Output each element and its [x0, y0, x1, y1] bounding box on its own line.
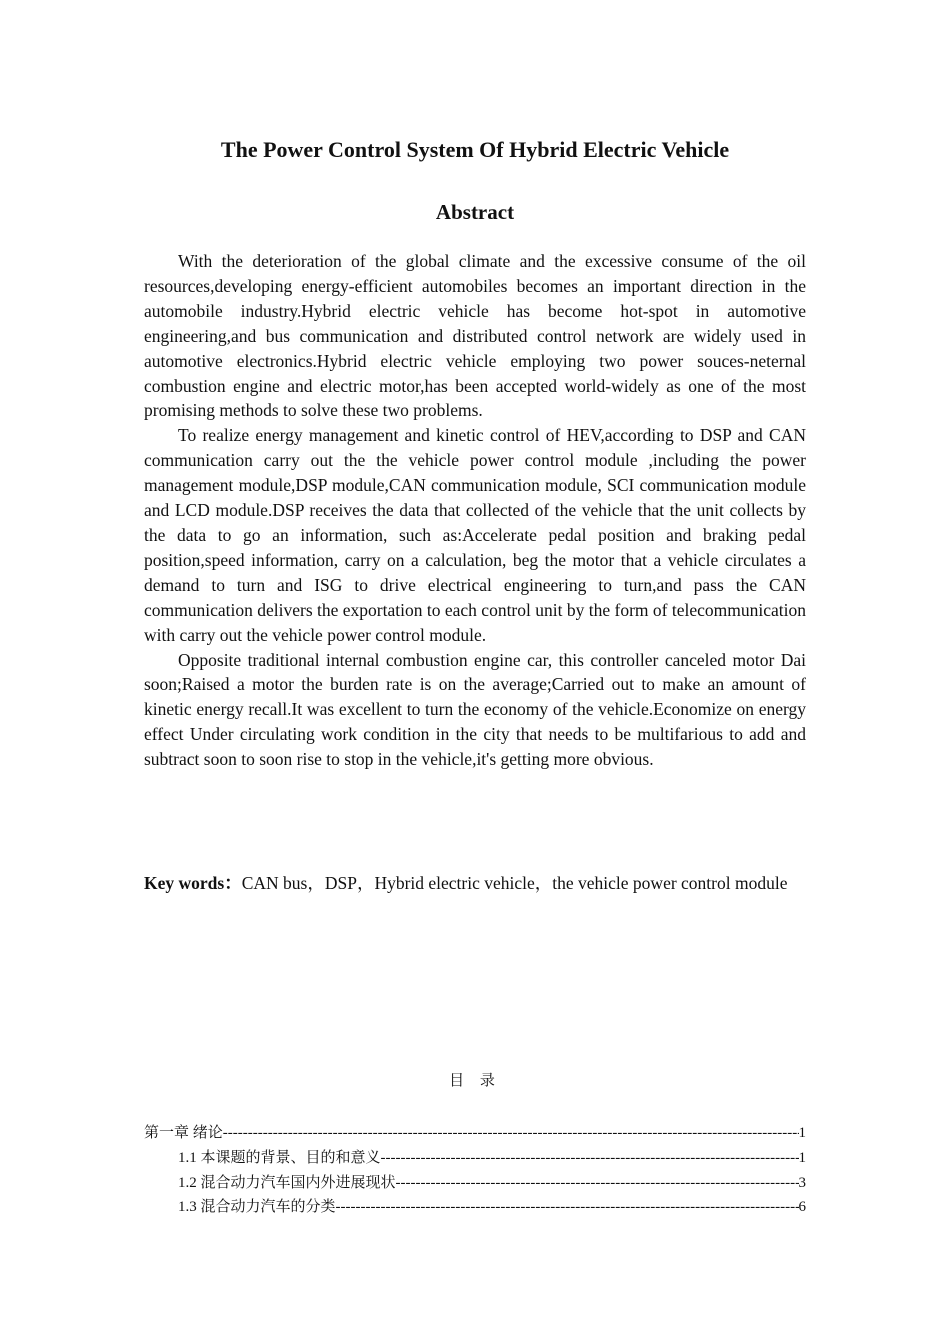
toc-entry-page: 1 — [798, 1149, 806, 1166]
abstract-heading: Abstract — [435, 200, 515, 224]
toc-dot-leader — [396, 1171, 799, 1196]
abstract-body — [144, 249, 806, 772]
toc-entry-title: 1.3 混合动力汽车的分类 — [178, 1199, 336, 1216]
document-title: The Power Control System Of Hybrid Electric Vehicle — [220, 137, 730, 162]
toc-heading: 目 录 — [449, 1073, 501, 1089]
toc-entry-title: 1.1 本课题的背景、目的和意义 — [178, 1149, 381, 1166]
toc-entry[interactable] — [144, 1195, 806, 1220]
abstract-paragraph-1: With the deterioration of the global climate and the excessive consume of the oil resources,developing energy-efficient automobiles becomes an important direction in the automobile industry.Hybrid electric vehicle has become hot-spot in automotive engineering,and bus communication and distributed control network are widely used in automotive electronics.Hybrid electric vehicle employing two power souces-neternal combustion engine and electric motor,has been accepted world-widely as one of the most promising methods to solve these two problems. — [144, 251, 806, 421]
keywords-label: Key words： — [144, 873, 242, 893]
toc-entry-title: 第一章 绪论 — [144, 1125, 223, 1141]
toc-entry-page: 3 — [798, 1174, 806, 1191]
toc-entry-title: 1.2 混合动力汽车国内外进展现状 — [178, 1174, 396, 1191]
toc-entry-page: 6 — [798, 1199, 806, 1216]
toc-entry[interactable] — [144, 1171, 806, 1196]
toc-entry[interactable] — [144, 1146, 806, 1171]
toc-dot-leader — [336, 1195, 799, 1220]
abstract-paragraph-3: Opposite traditional internal combustion engine car, this controller canceled motor Dai soon;Raised a motor the burden rate is on the average;Carried out to make an amount of kinetic energy recall.It was excellent to turn the economy of the vehicle.Economize on energy effect Under circulating work condition in the city that needs to be multifarious to add and subtract soon to soon rise to stop in the vehicle,it's getting more obvious. — [144, 649, 806, 770]
keywords — [144, 871, 806, 896]
keywords-text: CAN bus，DSP，Hybrid electric vehicle，the vehicle power control module — [241, 873, 788, 893]
toc-dot-leader — [381, 1146, 799, 1171]
table-of-contents — [144, 1121, 806, 1220]
abstract-paragraph-2: To realize energy management and kinetic control of HEV,according to DSP and CAN communication carry out the the vehicle power control module ,including the power management module,DSP module,CAN communication module, SCI communication module and LCD module.DSP receives the data that collected of the vehicle that the unit collects by the data to go an information, such as:Accelerate pedal position and braking pedal position,speed information, carry on a calculation, beg the motor that a vehicle circulates a demand to turn and ISG to drive electrical engineering to turn,and pass the CAN communication delivers the exportation to each control unit by the form of telecommunication with carry out the vehicle power control module. — [144, 425, 806, 645]
toc-entry-page: 1 — [798, 1125, 806, 1141]
toc-entry[interactable] — [144, 1121, 806, 1146]
toc-dot-leader — [223, 1121, 799, 1146]
